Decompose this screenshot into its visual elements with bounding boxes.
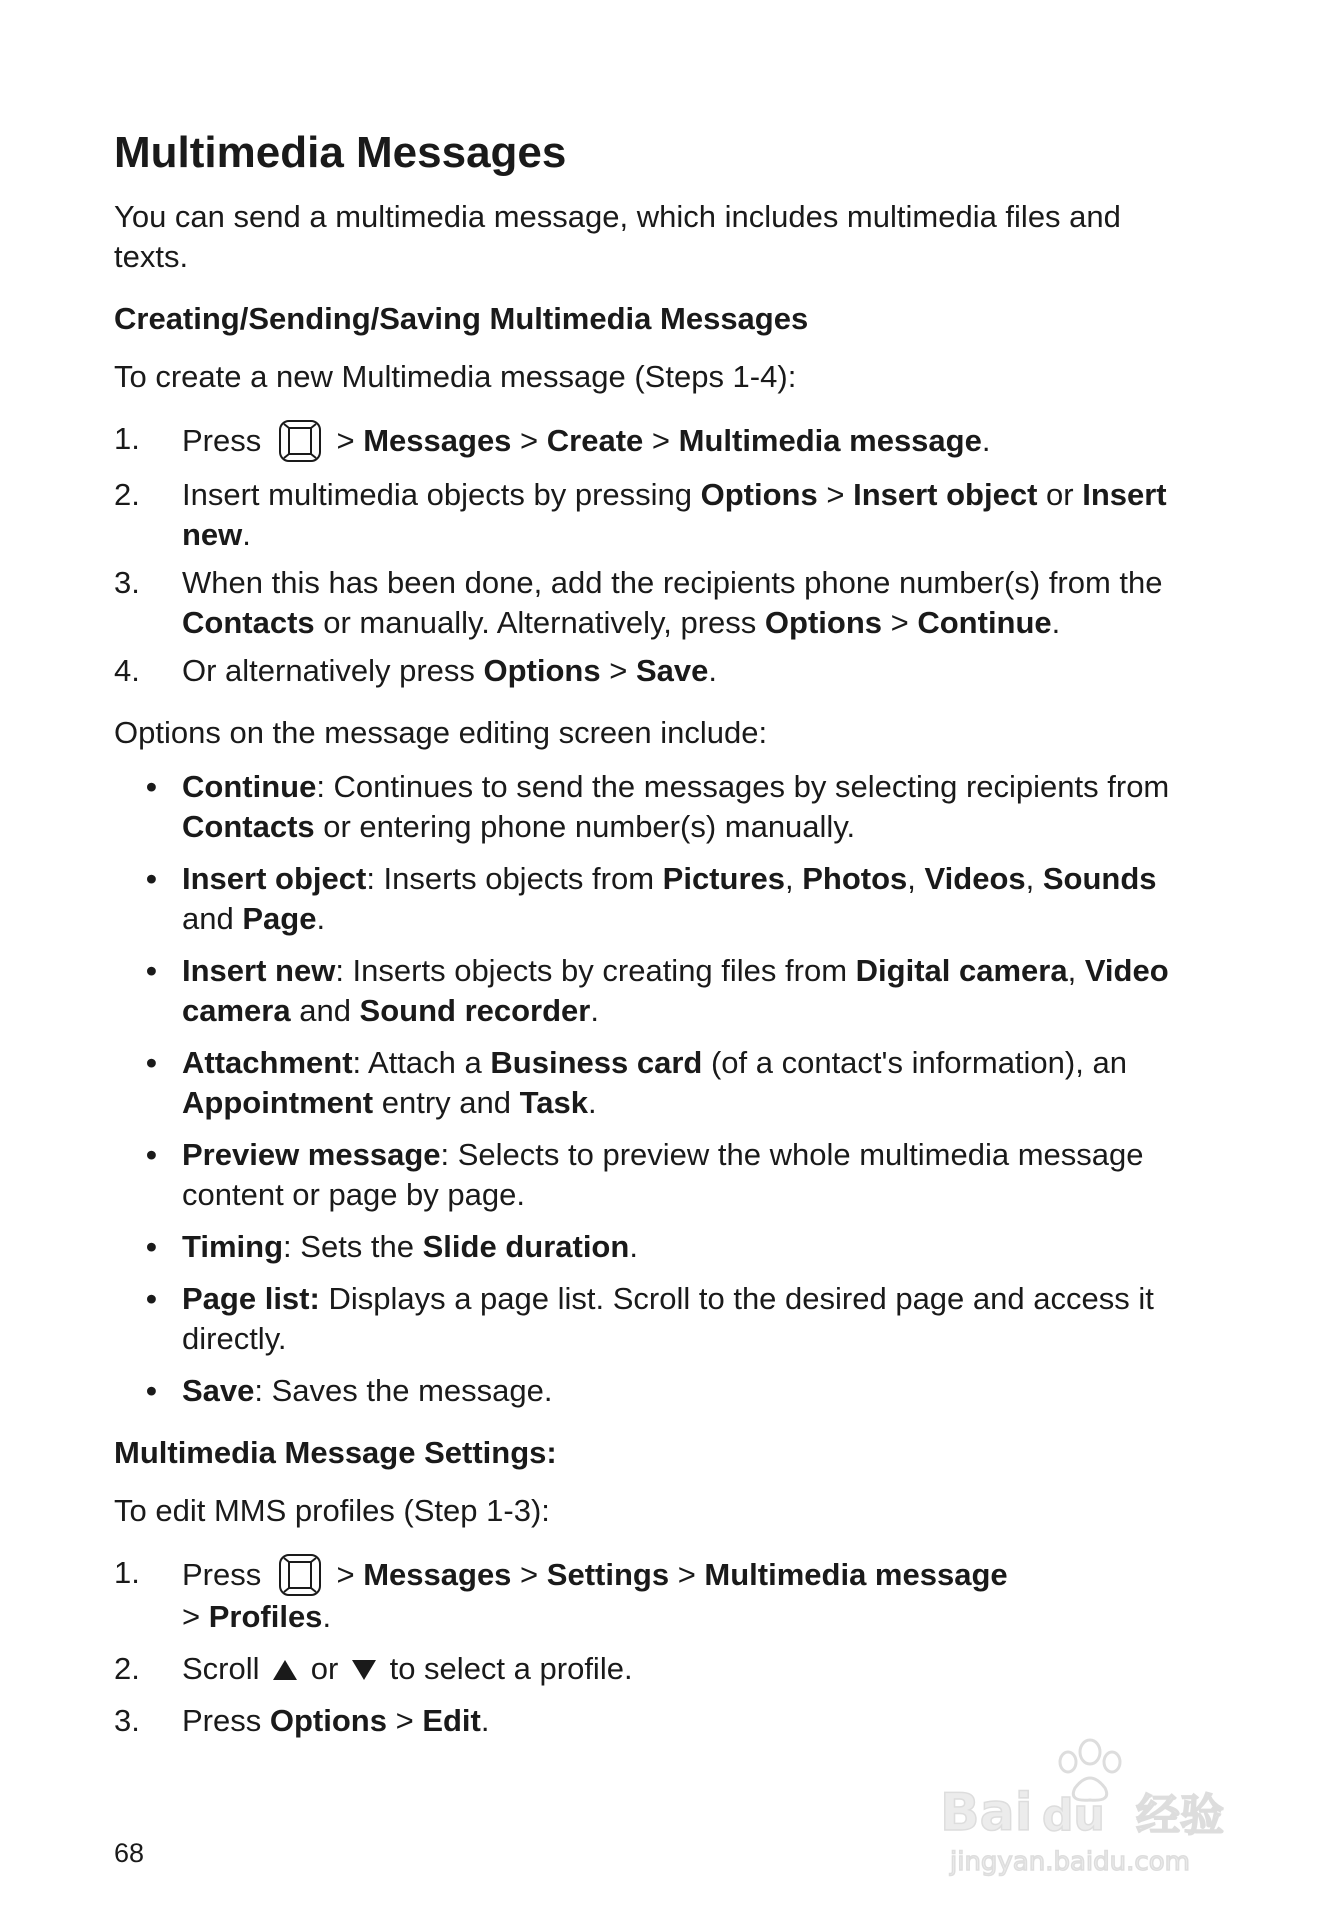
menu-key-icon [278,1553,322,1597]
svg-text:jingyan.baidu.com: jingyan.baidu.com [950,1847,1190,1877]
option-continue: • Continue: Continues to send the messages by selecting recipients from Contacts or entering phone number(s) manually. [146,768,1170,844]
create-lead: To create a new Multimedia message (Steps 1-4): [114,358,797,394]
down-triangle-icon [351,1659,377,1681]
settings-step-2: 2. Scroll or to select a profile. [114,1650,633,1686]
create-step-2: 2. Insert multimedia objects by pressing Options > Insert object or Insert new. [114,476,1167,552]
create-step-1: 1. Press > Messages > Create > Multimedia message. [114,419,1174,463]
section-heading-settings: Multimedia Message Settings: [114,1434,557,1470]
option-attachment: • Attachment: Attach a Business card (of a contact's information), an Appointment entry and Task. [146,1044,1127,1120]
option-timing: • Timing: Sets the Slide duration. [146,1228,638,1264]
menu-key-icon [278,419,322,463]
up-triangle-icon [272,1659,298,1681]
settings-step-1: 1. Press > Messages > Settings > Multimedia message > Profiles. [114,1554,1008,1634]
option-insert-new: • Insert new: Inserts objects by creating files from Digital camera, Video camera and Sound recorder. [146,952,1169,1028]
document-page [114,128,1174,1749]
settings-step-3: 3. Press Options > Edit. [114,1702,490,1738]
svg-text:du: du [1042,1790,1105,1841]
option-save: • Save: Saves the message. [146,1372,553,1408]
option-preview-message: • Preview message: Selects to preview the whole multimedia message content or page by page. [146,1136,1144,1212]
svg-text:Bai: Bai [940,1783,1033,1843]
settings-lead: To edit MMS profiles (Step 1-3): [114,1492,550,1528]
create-step-3: 3. When this has been done, add the recipients phone number(s) from the Contacts or manually. Alternatively, press Options > Continue. [114,564,1163,640]
svg-text:经验: 经验 [1136,1790,1224,1841]
create-step-4: 4. Or alternatively press Options > Save. [114,652,717,688]
intro-paragraph: You can send a multimedia message, which includes multimedia files and texts. [114,198,1121,274]
option-insert-object: • Insert object: Inserts objects from Pictures, Photos, Videos, Sounds and Page. [146,860,1157,936]
page-number: 68 [114,1838,145,1868]
options-lead: Options on the message editing screen include: [114,714,768,750]
option-page-list: • Page list: Displays a page list. Scroll to the desired page and access it directly. [146,1280,1154,1356]
section-heading-create: Creating/Sending/Saving Multimedia Messages [114,300,809,336]
baidu-watermark [940,1730,1240,1880]
page-title: Multimedia Messages [114,128,567,177]
